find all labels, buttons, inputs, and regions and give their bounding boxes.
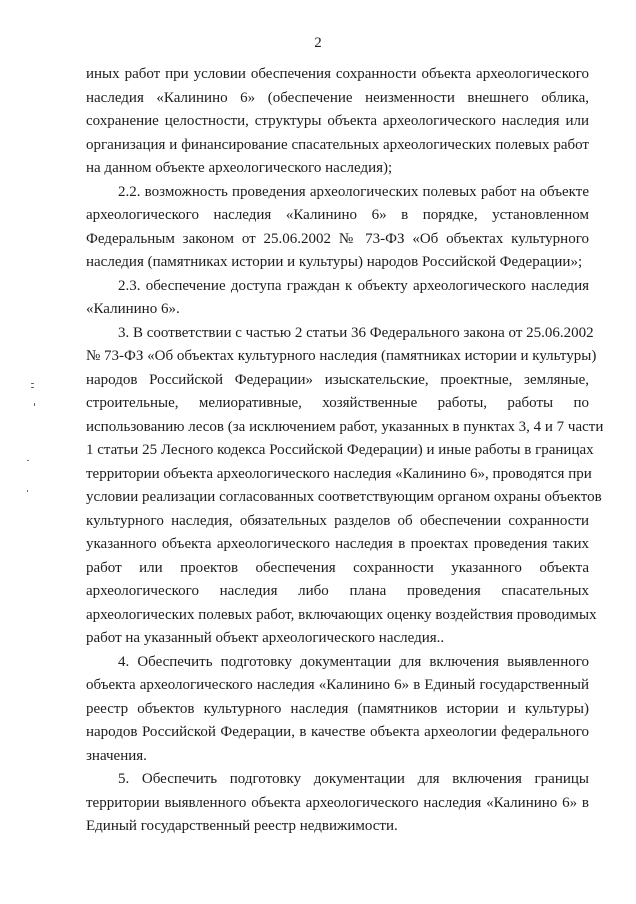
text-line: условии реализации согласованных соответствующим органом охраны объектов (86, 489, 602, 505)
text-line: археологического наследия «Калинино 6» в порядке, установленном (86, 207, 589, 223)
text-line: на данном объекте археологического наследия); (86, 160, 393, 176)
text-line: иных работ при условии обеспечения сохранности объекта археологического (86, 66, 589, 82)
text-line: народов Российской Федерации, в качестве объекта археологии федерального (86, 724, 589, 740)
text-line: использованию лесов (за исключением работ, указанных в пунктах 3, 4 и 7 части (86, 418, 604, 435)
text-line: сохранение целостности, структуры объекта археологического наследия или (86, 113, 589, 129)
scan-mark (34, 403, 35, 406)
text-line: указанного объекта археологического наследия в проектах проведения таких (86, 536, 589, 552)
text-line: народов Российской Федерации» изыскательские, проектные, земляные, (86, 371, 589, 388)
text-line: наследия «Калинино 6» (обеспечение неизменности внешнего облика, (86, 89, 589, 106)
paragraph-3-line: 3. В соответствии с частью 2 статьи 36 Федерального закона от 25.06.2002 (118, 324, 594, 341)
scan-mark (27, 490, 28, 492)
text-line: Федеральным законом от 25.06.2002 № 73-ФЗ «Об объектах культурного (86, 230, 589, 247)
document-body (86, 63, 604, 839)
text-line: значения. (86, 747, 147, 764)
paragraph-2-3-line: 2.3. обеспечение доступа граждан к объекту археологического наследия (118, 277, 589, 294)
text-line: Единый государственный реестр недвижимости. (86, 818, 398, 834)
text-line: территории выявленного объекта археологического наследия «Калинино 6» в (86, 794, 589, 811)
text-line: «Калинино 6». (86, 301, 180, 317)
text-line: наследия (памятниках истории и культуры) народов Российской Федерации»; (86, 254, 583, 270)
paragraph-2-2-line: 2.2. возможность проведения археологических полевых работ на объекте (118, 183, 589, 200)
text-line: строительные, мелиоративные, хозяйственные работы, работы по (86, 395, 589, 411)
text-line: объекта археологического наследия «Калинино 6» в Единый государственный (86, 677, 589, 693)
text-line: культурного наследия, обязательных разделов об обеспечении сохранности (86, 512, 589, 529)
text-line: организация и финансирование спасательных археологических полевых работ (86, 136, 589, 153)
scan-mark (31, 383, 34, 384)
text-line: № 73-ФЗ «Об объектах культурного наследия (памятниках истории и культуры) (86, 348, 597, 364)
text-line: археологического наследия либо плана проведения спасательных (86, 583, 589, 599)
page-number: 2 (314, 35, 322, 51)
text-line: археологических полевых работ, включающих оценку воздействия проводимых (86, 606, 597, 623)
text-line: территории объекта археологического наследия «Калинино 6», проводятся при (86, 465, 592, 482)
paragraph-5-line: 5. Обеспечить подготовку документации для включения границы (118, 771, 589, 787)
text-line: работ или проектов обеспечения сохранности указанного объекта (86, 559, 589, 576)
text-line: реестр объектов культурного наследия (памятников истории и культуры) (86, 700, 589, 717)
scan-mark (31, 387, 34, 388)
scan-mark (27, 460, 29, 461)
text-line: 1 статьи 25 Лесного кодекса Российской Федерации) и иные работы в границах (86, 442, 594, 458)
text-line: работ на указанный объект археологического наследия.. (86, 630, 445, 646)
paragraph-4-line: 4. Обеспечить подготовку документации для включения выявленного (118, 653, 589, 670)
